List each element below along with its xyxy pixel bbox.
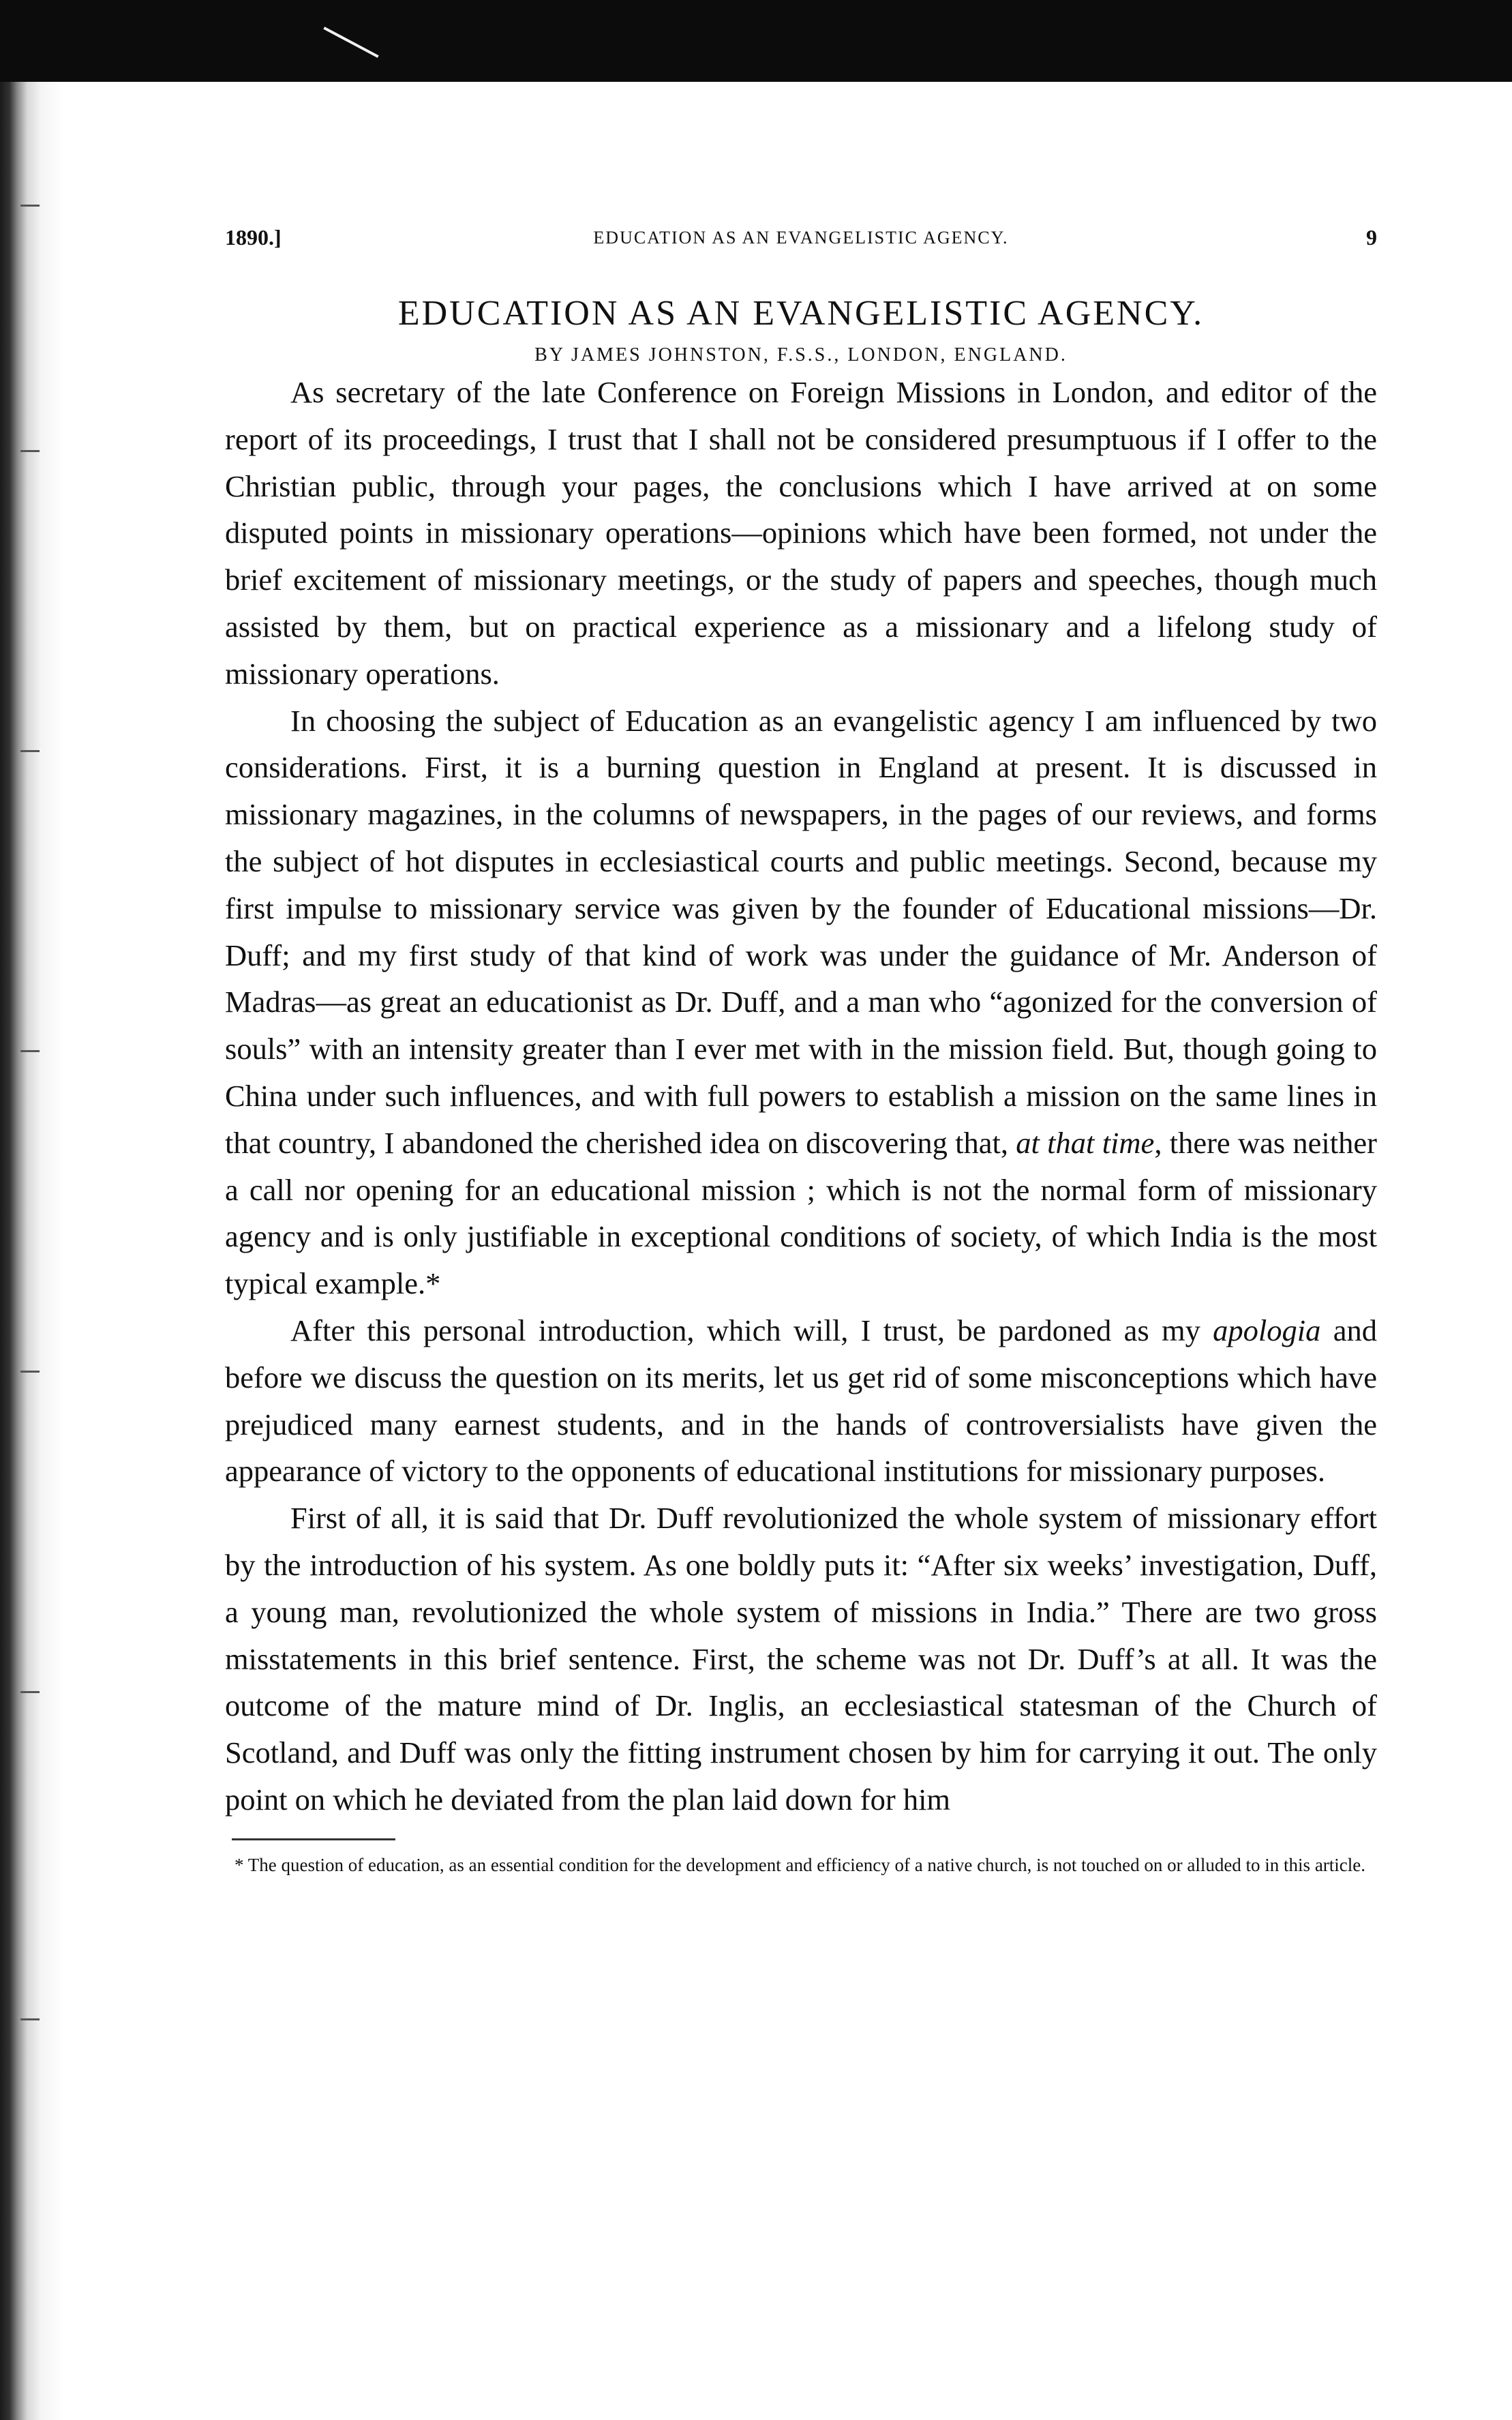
paragraph-text: As secretary of the late Conference on Foreign Missions in London, and editor of the report of its proceedings, I trust that I shall not be considered presumptuous if I offer to the Christian public, through your pages, the conclusions which I have arrived at on some disputed points in missionary operations—opinions which have been formed, not under the brief excitement of missionary meetings, or the study of papers and speeches, though much assisted by them, but on practical experience as a missionary and a lifelong study of missionary operations.: [225, 375, 1377, 691]
scan-mark: [323, 27, 378, 58]
running-head-title: EDUCATION AS AN EVANGELISTIC AGENCY.: [593, 228, 1009, 248]
footnote: * The question of education, as an essential condition for the development and efficiency of a native church, is not touched on or alluded to in this article.: [235, 1854, 1366, 1875]
paragraph-text: After this personal introduction, which will, I trust, be pardoned as my: [290, 1313, 1213, 1347]
running-head-year: 1890.]: [225, 225, 282, 250]
paragraph-text: In choosing the subject of Education as an evangelistic agency I am influenced by two considerations. First, it is a burning question in England at present. It is discussed in missionary magazines, in the columns of newspapers, in the pages of our reviews, and forms the subject of hot disputes in ecclesiastical courts and public meetings. Second, because my first impulse to missionary service was given by the founder of Educational missions—Dr. Duff; and my first study of that kind of work was under the guidance of Mr. Anderson of Madras—as great an educationist as Dr. Duff, and a man who “agonized for the conversion of souls” with an intensity greater than I ever met with in the mission field. But, though going to China under such influences, and with full powers to establish a mission on the same lines in that country, I abandoned the cherished idea on discovering that,: [225, 703, 1377, 1160]
paragraph: [225, 1495, 1377, 1823]
paragraph: [225, 698, 1377, 1307]
journal-page: [225, 225, 1377, 1877]
article-title: EDUCATION AS AN EVANGELISTIC AGENCY.: [397, 294, 1205, 333]
binding-mark: [20, 205, 40, 207]
scan-top-border: [0, 0, 1512, 82]
paragraph-text: and before we discuss the question on its merits, let us get rid of some misconceptions which have prejudiced many earnest students, and in the hands of controversialists have given the appearance of victory to the opponents of educational institutions for missionary purposes.: [225, 1313, 1377, 1489]
binding-mark: [20, 1371, 40, 1373]
paragraph-text: , there was neither a call nor opening for an educational mission ; which is not the normal form of missionary agency and is only justifiable in exceptional conditions of society, of which India is the most typical example.*: [225, 1125, 1377, 1301]
emphasis-text: apologia: [1213, 1313, 1321, 1347]
paragraph: [225, 369, 1377, 698]
page-number: 9: [1366, 225, 1377, 250]
article-byline: BY JAMES JOHNSTON, F.S.S., LONDON, ENGLAND.: [534, 344, 1068, 365]
scan-binding-edge: [0, 82, 65, 2420]
emphasis-text: at that time: [1016, 1125, 1155, 1160]
article-body: [225, 369, 1377, 1823]
binding-mark: [20, 1691, 40, 1693]
footnote-rule: [232, 1838, 395, 1840]
binding-mark: [20, 750, 40, 752]
binding-mark: [20, 450, 40, 452]
paragraph: [225, 1307, 1377, 1495]
binding-mark: [20, 1050, 40, 1052]
binding-mark: [20, 2018, 40, 2020]
paragraph-text: First of all, it is said that Dr. Duff revolutionized the whole system of missionary effort by the introduction of his system. As one boldly puts it: “After six weeks’ investigation, Duff, a young man, revolutionized the whole system of missions in India.” There are two gross misstatements in this brief sentence. First, the scheme was not Dr. Duff’s at all. It was the outcome of the mature mind of Dr. Inglis, an ecclesiastical statesman of the Church of Scotland, and Duff was only the fitting instrument chosen by him for carrying it out. The only point on which he deviated from the plan laid down for him: [225, 1501, 1377, 1817]
running-head: [225, 225, 1377, 259]
